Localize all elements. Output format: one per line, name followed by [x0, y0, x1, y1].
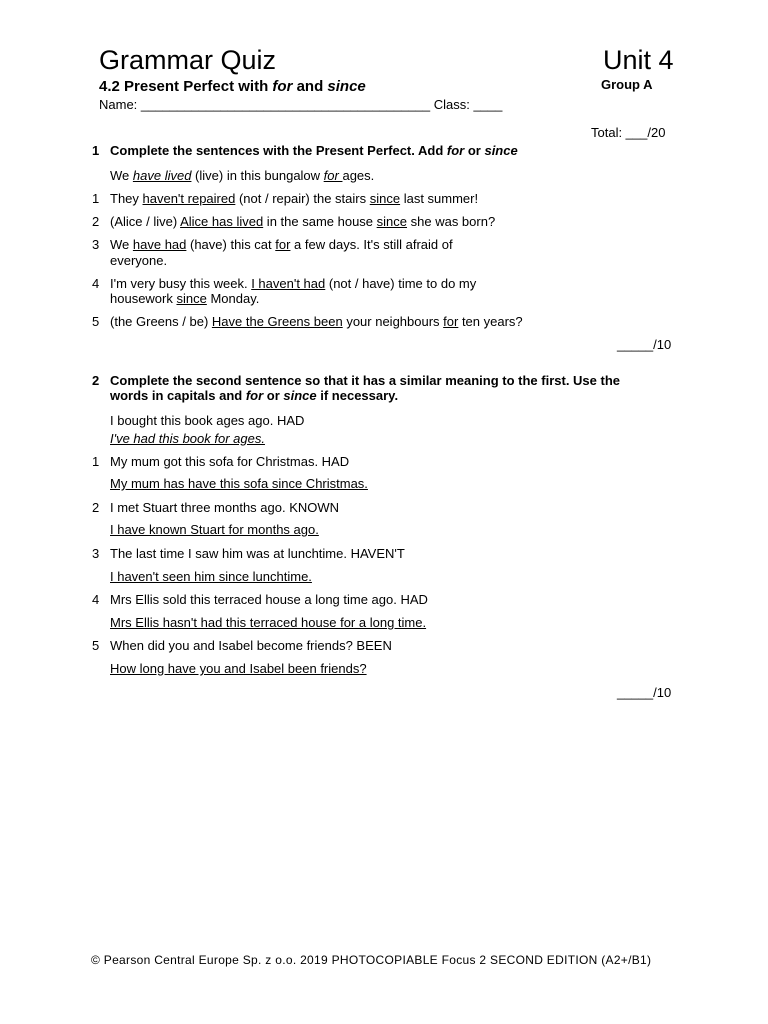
ex2-item-1-question: My mum got this sofa for Christmas. HAD [110, 454, 350, 469]
ex1-item-number: 3 [92, 237, 100, 252]
ex2-example-answer: I've had this book for ages. [110, 431, 265, 446]
ex1-instructions: Complete the sentences with the Present Perfect. Add for or since [110, 143, 518, 158]
ex2-item-2-question: I met Stuart three months ago. KNOWN [110, 500, 340, 515]
ex1-item-3-cont: everyone. [110, 253, 168, 268]
group-label: Group A [601, 77, 653, 92]
ex1-item-2: (Alice / live) Alice has lived in the same house since she was born? [110, 214, 496, 229]
quiz-subtitle: 4.2 Present Perfect with for and since [99, 78, 366, 95]
ex1-item-5: (the Greens / be) Have the Greens been your neighbours for ten years? [110, 314, 523, 329]
unit-label: Unit 4 [603, 45, 674, 75]
ex2-item-5-answer: How long have you and Isabel been friends? [110, 661, 367, 676]
ex2-instructions-line2: words in capitals and for or since if necessary. [110, 388, 399, 403]
ex2-item-2-answer: I have known Stuart for months ago. [110, 522, 319, 537]
ex2-item-3-question: The last time I saw him was at lunchtime. HAVEN'T [110, 546, 405, 561]
ex1-item-number: 1 [92, 191, 100, 206]
ex2-score: _____/10 [617, 685, 672, 700]
ex1-number: 1 [92, 143, 100, 158]
ex2-item-5-question: When did you and Isabel become friends? BEEN [110, 638, 392, 653]
ex1-example: We have lived (live) in this bungalow for ages. [110, 168, 375, 183]
ex2-item-4-answer: Mrs Ellis hasn't had this terraced house for a long time. [110, 615, 427, 630]
ex2-item-number: 3 [92, 546, 100, 561]
ex2-instructions-line1: Complete the second sentence so that it has a similar meaning to the first. Use the [110, 373, 621, 388]
ex2-number: 2 [92, 373, 100, 388]
ex2-item-number: 5 [92, 638, 100, 653]
ex1-item-1: They haven't repaired (not / repair) the stairs since last summer! [110, 191, 479, 206]
ex1-item-number: 5 [92, 314, 100, 329]
ex1-item-number: 4 [92, 276, 100, 291]
page-title: Grammar Quiz [99, 45, 277, 75]
ex1-score: _____/10 [617, 337, 672, 352]
ex2-item-3-answer: I haven't seen him since lunchtime. [110, 569, 312, 584]
ex1-item-4-cont: housework since Monday. [110, 291, 260, 306]
name-class-line: Name: ________________________________________ Class: ____ [99, 97, 503, 112]
ex1-item-4: I'm very busy this week. I haven't had (not / have) time to do my [110, 276, 477, 291]
ex1-item-number: 2 [92, 214, 100, 229]
ex2-item-number: 2 [92, 500, 100, 515]
ex1-item-3: We have had (have) this cat for a few days. It's still afraid of [110, 237, 453, 252]
ex2-item-number: 1 [92, 454, 100, 469]
ex2-item-1-answer: My mum has have this sofa since Christmas. [110, 476, 368, 491]
footer-copyright: © Pearson Central Europe Sp. z o.o. 2019 PHOTOCOPIABLE Focus 2 SECOND EDITION (A2+/B1) [91, 953, 652, 967]
ex2-example-question: I bought this book ages ago. HAD [110, 413, 305, 428]
ex2-item-4-question: Mrs Ellis sold this terraced house a long time ago. HAD [110, 592, 428, 607]
total-score: Total: ___/20 [591, 125, 666, 140]
ex2-item-number: 4 [92, 592, 100, 607]
